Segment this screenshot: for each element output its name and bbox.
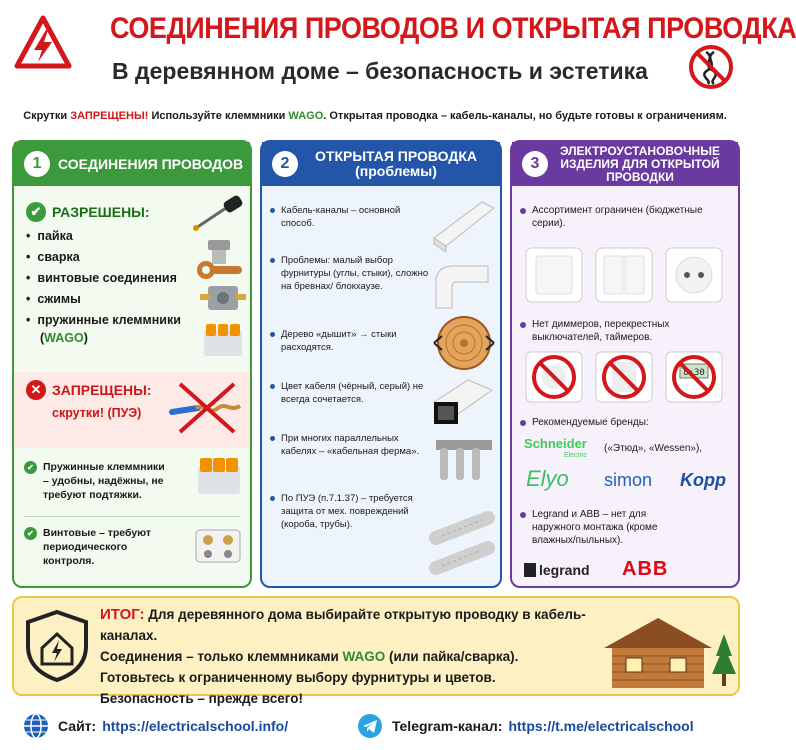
list-item: • сжимы	[26, 289, 181, 310]
page-title: СОЕДИНЕНИЯ ПРОВОДОВ И ОТКРЫТАЯ ПРОВОДКА	[110, 12, 796, 45]
list-item: По ПУЭ (п.7.1.37) – требуется защита от мех. повреждений (короба, трубы).	[270, 492, 430, 531]
summary-line: ИТОГ: Для деревянного дома выбирайте открытую проводку в кабель-каналах.	[100, 606, 586, 643]
list-item: Рекомендуемые бренды:	[520, 416, 736, 429]
summary-line: Безопасность – прежде всего!	[100, 691, 303, 706]
forbidden-box	[14, 372, 250, 448]
list-item: Проблемы: малый выбор фурнитуры (углы, стыки), сложно на бревнах/ блокхаузе.	[270, 254, 430, 293]
site-label: Сайт:	[58, 718, 97, 734]
panel-title: ОТКРЫТАЯ ПРОВОДКА (проблемы)	[315, 148, 477, 179]
panel-number: 1	[24, 151, 50, 177]
log-house-icon	[598, 614, 738, 694]
telegram-link[interactable]: https://t.me/electricalschool	[508, 718, 694, 734]
elyo-logo: Elyo	[526, 466, 569, 491]
open-wiring-panel	[260, 140, 502, 588]
list-item: Кабель-каналы – основной способ.	[270, 204, 430, 230]
simon-logo: simon	[604, 470, 653, 490]
panel-header	[512, 142, 738, 186]
wago-note: (WAGO)	[40, 331, 88, 345]
screw-terminal-block-icon	[192, 520, 244, 570]
globe-icon	[22, 712, 50, 740]
cable-channel-icon	[430, 194, 498, 254]
site-link[interactable]: https://electricalschool.info/	[102, 718, 289, 734]
corrugated-tube-icon	[428, 498, 498, 578]
summary-line: Соединения – только клеммниками WAGO (или пайка/сварка).	[100, 649, 519, 664]
panel-title: СОЕДИНЕНИЯ ПРОВОДОВ	[58, 155, 244, 172]
no-dimmer-icon	[524, 350, 584, 404]
list-item: Цвет кабеля (чёрный, серый) не всегда сочетается.	[270, 380, 430, 406]
no-timer-icon	[664, 350, 724, 404]
allowed-list	[26, 226, 181, 331]
screw-terminal-note: ✔ Винтовые – требуют периодического контроля.	[24, 526, 173, 568]
wago-clamp-icon	[194, 452, 244, 500]
list-item: • пайка	[26, 226, 181, 247]
site-link-group	[22, 712, 288, 740]
socket-icon	[664, 246, 724, 304]
black-cable-channel-icon	[428, 372, 498, 428]
list-item: Нет диммеров, перекрестных выключателей, таймеров.	[520, 318, 736, 344]
telegram-link-group	[356, 712, 694, 740]
header	[0, 0, 796, 108]
footer	[0, 700, 750, 750]
high-voltage-warning-icon	[14, 14, 72, 72]
panel-number: 3	[522, 151, 548, 177]
kopp-logo: Kopp	[680, 470, 726, 490]
telegram-label: Telegram-канал:	[392, 718, 503, 734]
schneider-logo: Schneider Electric	[524, 436, 587, 459]
spring-terminal-note: ✔ Пружинные клеммники – удобны, надёжны, не требуют подтяжки.	[24, 460, 173, 502]
panel-header	[262, 142, 500, 186]
list-item: Legrand и ABB – нет для наружного монтажа (кроме влажных/пыльных).	[520, 508, 736, 547]
twisted-wires-crossed-icon	[168, 378, 246, 438]
wiring-devices-panel	[510, 140, 740, 588]
forbidden-heading: ✕ ЗАПРЕЩЕНЫ:	[26, 380, 152, 400]
list-item: Ассортимент ограничен (бюджетные серии).	[520, 204, 736, 230]
list-item: При многих параллельных кабелях – «кабельная ферма».	[270, 432, 430, 458]
check-icon: ✔	[24, 527, 37, 540]
soldering-iron-icon	[190, 194, 246, 234]
wago-clamp-icon	[200, 320, 246, 360]
shield-house-icon	[24, 608, 90, 684]
no-cross-switch-icon	[594, 350, 654, 404]
summary-line: Готовьтесь к ограниченному выбору фурнитуры и цветов.	[100, 670, 496, 685]
page-subtitle: В деревянном доме – безопасность и эстетика	[112, 58, 648, 84]
list-item: Дерево «дышит» → стыки расходятся.	[270, 328, 430, 354]
wire-connections-panel	[12, 140, 252, 588]
panel-title: ЭЛЕКТРОУСТАНОВОЧНЫЕ ИЗДЕЛИЯ ДЛЯ ОТКРЫТОЙ ПРОВОДКИ	[560, 143, 720, 184]
svg-text:8:30: 8:30	[683, 368, 705, 378]
corner-fitting-icon	[428, 258, 498, 314]
panel-number: 2	[272, 151, 298, 177]
parallel-cables-icon	[430, 430, 498, 488]
series-names: («Этюд», «Wessen»),	[604, 443, 703, 454]
check-icon: ✔	[26, 202, 46, 222]
divider	[24, 516, 240, 517]
cross-icon: ✕	[26, 380, 46, 400]
summary-box	[12, 596, 740, 706]
double-switch-icon	[594, 246, 654, 304]
tagline: Скрутки ЗАПРЕЩЕНЫ! Используйте клеммники WAGO. Открытая проводка – кабель-каналы, но будьте готовы к ограничениям.	[23, 110, 727, 122]
list-item: • сварка	[26, 247, 181, 268]
legrand-logo: legrand	[524, 562, 590, 578]
check-icon: ✔	[24, 461, 37, 474]
telegram-icon	[356, 712, 384, 740]
screw-terminal-icon	[194, 238, 246, 282]
list-item: • пружинные клеммники	[26, 310, 181, 331]
forbidden-text: скрутки! (ПУЭ)	[52, 406, 142, 420]
summary-text	[100, 604, 600, 709]
wire-clamp-icon	[200, 280, 246, 316]
abb-logo: ABB	[622, 558, 669, 580]
panel-header	[14, 142, 250, 186]
single-switch-icon	[524, 246, 584, 304]
no-twisted-wires-icon	[688, 44, 734, 90]
list-item: • винтовые соединения	[26, 268, 181, 289]
wood-log-icon	[432, 314, 496, 372]
allowed-heading: ✔ РАЗРЕШЕНЫ:	[26, 202, 150, 222]
